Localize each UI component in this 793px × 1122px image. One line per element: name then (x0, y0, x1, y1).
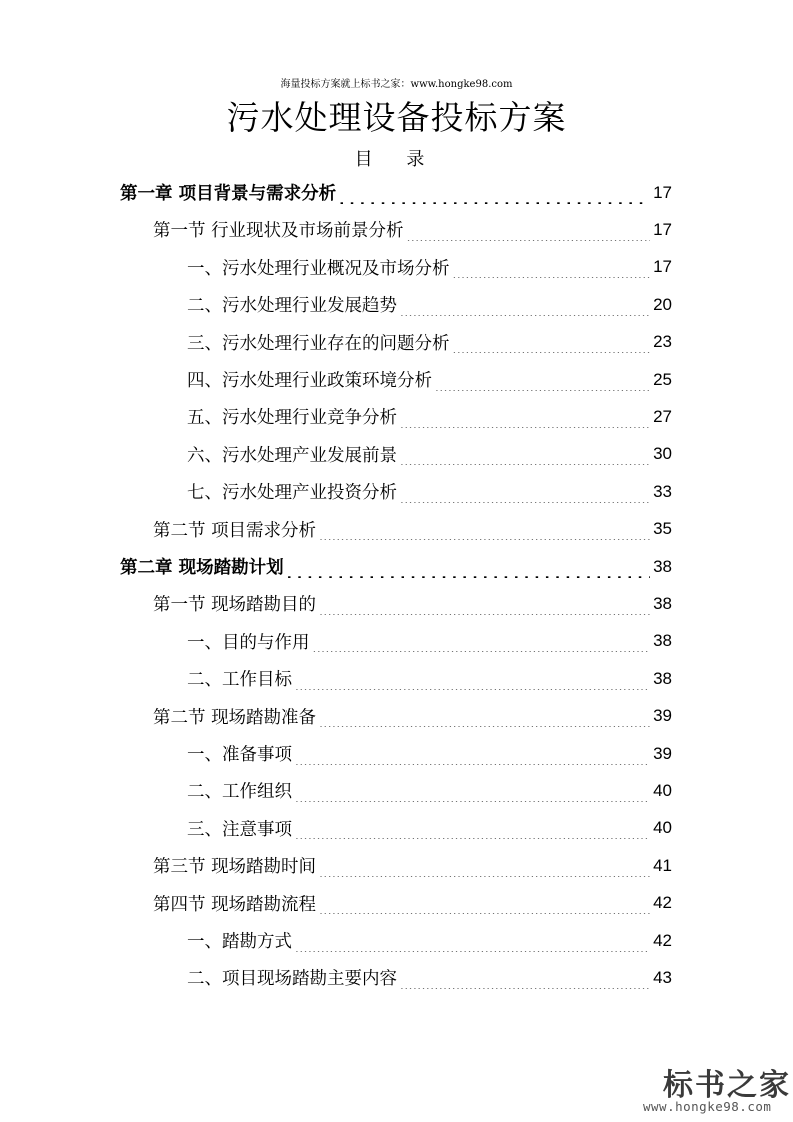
toc-dot-leader (295, 938, 650, 952)
toc-dot-leader (295, 825, 650, 839)
toc-heading: 目 录 (354, 149, 439, 170)
toc-entry[interactable] (187, 735, 672, 772)
toc-entry[interactable] (153, 511, 672, 548)
toc-dot-leader (313, 638, 651, 652)
toc-entry-label: 第一节 行业现状及市场前景分析 (153, 221, 404, 242)
toc-entry-label: 二、项目现场踏勘主要内容 (187, 969, 397, 990)
toc-page-number: 17 (653, 257, 672, 277)
toc-entry-label: 一、目的与作用 (187, 632, 310, 653)
toc-dot-leader (453, 339, 651, 353)
toc-entry-label: 第三节 现场踏勘时间 (153, 857, 317, 878)
toc-dot-leader (400, 302, 650, 316)
toc-entry[interactable] (153, 847, 672, 884)
toc-dot-leader (319, 526, 650, 540)
toc-dot-leader (400, 451, 650, 465)
toc-entry-label: 二、污水处理行业发展趋势 (187, 296, 397, 317)
toc-page-number: 39 (653, 706, 672, 726)
toc-page-number: 38 (653, 556, 672, 576)
header-source-note: 海量投标方案就上标书之家：www.hongke98.com (280, 79, 513, 90)
toc-entry[interactable] (187, 660, 672, 697)
toc-page-number: 27 (653, 406, 672, 426)
toc-entry-label: 第一章 项目背景与需求分析 (120, 184, 337, 204)
toc-page-number: 25 (653, 369, 672, 389)
toc-page-number: 38 (653, 593, 672, 613)
toc-page-number: 39 (653, 743, 672, 763)
logo-title: 标书之家 (663, 1068, 791, 1103)
toc-entry[interactable] (187, 623, 672, 660)
toc-entry[interactable] (187, 810, 672, 847)
toc-page-number: 38 (653, 631, 672, 651)
toc-entry[interactable] (187, 324, 672, 361)
toc-page-number: 43 (653, 967, 672, 987)
toc-entry[interactable] (187, 473, 672, 510)
toc-entry[interactable] (187, 772, 672, 809)
toc-dot-leader (319, 863, 650, 877)
toc-entry-label: 七、污水处理产业投资分析 (187, 483, 397, 504)
toc-dot-leader (295, 788, 650, 802)
toc-page-number: 35 (653, 519, 672, 539)
toc-page-number: 40 (653, 818, 672, 838)
toc-dot-leader (295, 751, 650, 765)
toc-page-number: 42 (653, 893, 672, 913)
toc-page-number: 40 (653, 780, 672, 800)
toc-entry-label: 三、污水处理行业存在的问题分析 (187, 333, 450, 354)
toc-page-number: 17 (653, 219, 672, 239)
toc-page-number: 42 (653, 930, 672, 950)
toc-dot-leader (287, 564, 650, 578)
toc-dot-leader (400, 975, 650, 989)
toc-entry-label: 四、污水处理行业政策环境分析 (187, 371, 432, 391)
toc-page-number: 33 (653, 481, 672, 501)
toc-entry-label: 一、污水处理行业概况及市场分析 (187, 258, 450, 279)
toc-dot-leader (319, 601, 650, 615)
toc-entry-label: 二、工作目标 (187, 670, 292, 691)
toc-page-number: 23 (653, 332, 672, 352)
toc-dot-leader (435, 377, 650, 391)
toc-entry-label: 第二节 现场踏勘准备 (153, 707, 317, 728)
site-logo (643, 1060, 793, 1120)
toc-dot-leader (407, 227, 651, 241)
toc-page-number: 17 (653, 182, 672, 202)
logo-url: www.hongke98.com (643, 1099, 772, 1114)
toc-entry[interactable] (153, 885, 672, 922)
toc-entry-label: 六、污水处理产业发展前景 (187, 445, 397, 466)
toc-entry-label: 一、踏勘方式 (187, 932, 292, 952)
toc-entry-label: 一、准备事项 (187, 745, 292, 765)
toc-dot-leader (295, 676, 650, 690)
toc-page-number: 30 (653, 444, 672, 464)
toc-entry[interactable] (187, 436, 672, 473)
toc-dot-leader (319, 713, 650, 727)
toc-entry-label: 第一节 现场踏勘目的 (153, 595, 317, 616)
toc-entry[interactable] (153, 698, 672, 735)
toc-entry-label: 五、污水处理行业竞争分析 (187, 408, 397, 429)
document-title: 污水处理设备投标方案 (226, 98, 567, 137)
toc-entry[interactable] (187, 361, 672, 398)
toc-entry[interactable] (120, 548, 672, 585)
toc-entry-label: 第二节 项目需求分析 (153, 520, 317, 541)
toc-entry[interactable] (187, 959, 672, 996)
toc-entry-label: 二、工作组织 (187, 782, 292, 803)
toc-entry[interactable] (187, 249, 672, 286)
toc-page-number: 38 (653, 668, 672, 688)
toc-entry-label: 第二章 现场踏勘计划 (120, 558, 284, 578)
toc-entry-label: 三、注意事项 (187, 819, 292, 840)
toc-entry-label: 第四节 现场踏勘流程 (153, 894, 317, 915)
toc-dot-leader (400, 414, 650, 428)
toc-entry[interactable] (153, 211, 672, 248)
toc-dot-leader (319, 900, 650, 914)
toc-page-number: 41 (653, 855, 672, 875)
toc-entry[interactable] (120, 174, 672, 211)
toc-dot-leader (453, 264, 651, 278)
toc-entry[interactable] (187, 922, 672, 959)
toc-page-number: 20 (653, 294, 672, 314)
toc-dot-leader (339, 190, 650, 204)
toc-entry[interactable] (187, 398, 672, 435)
toc-dot-leader (400, 489, 650, 503)
toc-entry[interactable] (153, 585, 672, 622)
toc-entry[interactable] (187, 286, 672, 323)
